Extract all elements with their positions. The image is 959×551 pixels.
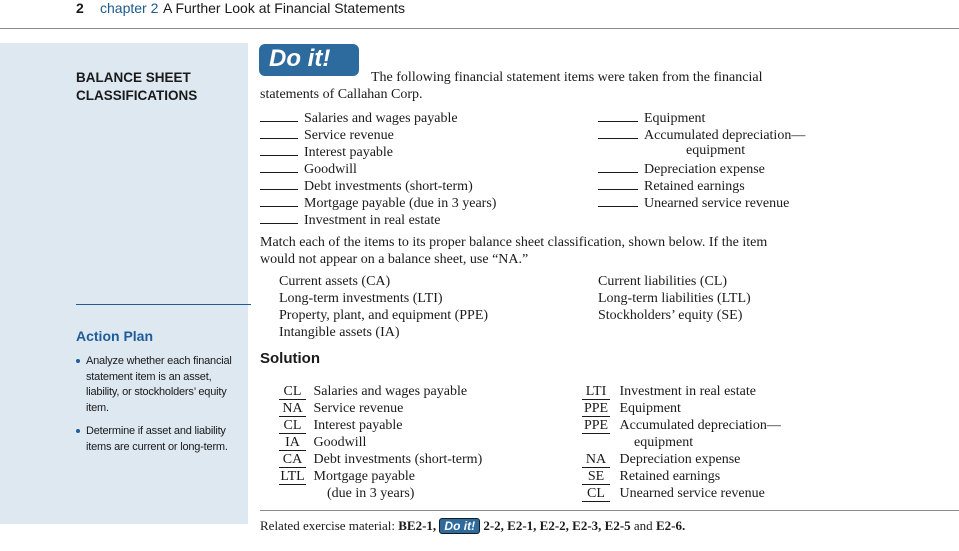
related-and: and [633, 518, 653, 533]
solution-code: PPE [583, 418, 609, 433]
answer-blank [260, 160, 298, 173]
instructions-line1: Match each of the items to its proper balance sheet classification, shown below. If the item [260, 235, 768, 250]
solution-code: CA [279, 453, 306, 468]
action-plan-bullet: Analyze whether each financial statement item is an asset, liability, or stockholders’ equity item. [76, 354, 246, 416]
solution-continuation: equipment [634, 435, 694, 450]
bullet-icon [76, 429, 80, 433]
classification-left: Property, plant, and equipment (PPE) [279, 308, 489, 323]
related-ref-1: BE2-1, [398, 518, 437, 533]
solution-item: Equipment [619, 401, 681, 416]
do-it-badge-text: Do it! [269, 45, 331, 72]
related-exercises [260, 518, 685, 534]
item-right: Retained earnings [598, 177, 745, 195]
solution-code: CL [279, 419, 306, 434]
solution-row [582, 486, 765, 502]
solution-item: Debt investments (short-term) [313, 452, 483, 467]
action-plan-divider [76, 304, 251, 305]
intro-line1: The following financial statement items were taken from the financial [371, 70, 763, 85]
solution-row [279, 418, 403, 434]
answer-blank [598, 177, 638, 190]
classification-right: Stockholders’ equity (SE) [598, 308, 743, 323]
item-left: Mortgage payable (due in 3 years) [260, 194, 496, 212]
answer-blank [598, 160, 638, 173]
solution-item: Service revenue [313, 401, 404, 416]
solution-item: Retained earnings [619, 469, 721, 484]
answer-blank [260, 126, 298, 139]
solution-row [279, 384, 467, 400]
intro-line2: statements of Callahan Corp. [260, 87, 423, 102]
solution-item: Goodwill [313, 435, 367, 450]
item-left: Goodwill [260, 160, 357, 178]
solution-code: LTI [582, 385, 610, 400]
solution-item: Interest payable [313, 418, 403, 433]
solution-row [279, 435, 366, 451]
answer-blank [598, 109, 638, 122]
answer-blank [260, 143, 298, 156]
do-it-mini-badge: Do it! [439, 518, 480, 534]
solution-row [279, 401, 403, 417]
classification-left: Current assets (CA) [279, 274, 391, 289]
solution-row [582, 401, 681, 417]
page-header [0, 0, 959, 26]
solution-code: SE [582, 470, 610, 485]
solution-code: IA [279, 436, 306, 451]
solution-code: NA [279, 402, 306, 417]
instructions-line2: would not appear on a balance sheet, use “NA.” [260, 252, 529, 267]
solution-item: Unearned service revenue [619, 486, 765, 501]
classification-right: Long-term liabilities (LTL) [598, 291, 751, 306]
chapter-label: chapter 2 [100, 0, 159, 16]
page-number: 2 [76, 0, 84, 16]
margin-sidebar [0, 43, 248, 524]
solution-code: NA [582, 453, 610, 468]
solution-item: Investment in real estate [619, 384, 756, 399]
solution-row [279, 452, 482, 468]
solution-row [582, 469, 720, 485]
solution-item: Mortgage payable [313, 469, 415, 484]
section-label-line1: BALANCE SHEET [76, 70, 191, 85]
solution-code: CL [582, 487, 610, 502]
solution-row [582, 418, 781, 434]
item-right: Accumulated depreciation— [598, 126, 805, 144]
answer-blank [598, 194, 638, 207]
section-label [76, 69, 197, 105]
solution-code: CL [279, 385, 306, 400]
action-plan-title: Action Plan [76, 328, 154, 344]
solution-code: LTL [280, 469, 305, 484]
answer-blank [260, 177, 298, 190]
related-ref-3: E2-6. [655, 518, 686, 533]
solution-item: Salaries and wages payable [313, 384, 468, 399]
chapter-title: A Further Look at Financial Statements [163, 0, 406, 16]
solution-row [279, 469, 415, 485]
solution-title: Solution [260, 350, 320, 367]
header-divider [0, 28, 959, 29]
section-label-line2: CLASSIFICATIONS [76, 88, 198, 103]
solution-item: Depreciation expense [619, 452, 741, 467]
item-left: Debt investments (short-term) [260, 177, 473, 195]
item-right-continuation: equipment [686, 143, 746, 158]
related-ref-2: 2-2, E2-1, E2-2, E2-3, E2-5 [483, 518, 631, 533]
item-left: Investment in real estate [260, 211, 440, 229]
item-left: Salaries and wages payable [260, 109, 458, 127]
classification-left: Intangible assets (IA) [279, 325, 400, 340]
classification-right: Current liabilities (CL) [598, 274, 728, 289]
answer-blank [260, 194, 298, 207]
item-right: Unearned service revenue [598, 194, 789, 212]
item-left: Service revenue [260, 126, 394, 144]
item-right: Depreciation expense [598, 160, 765, 178]
footer-divider [260, 510, 959, 511]
answer-blank [260, 109, 298, 122]
solution-continuation: (due in 3 years) [327, 486, 415, 501]
item-right: Equipment [598, 109, 705, 127]
solution-code: PPE [583, 401, 609, 416]
related-label: Related exercise material: [260, 518, 395, 533]
answer-blank [260, 211, 298, 224]
action-plan-bullet: Determine if asset and liability items are current or long-term. [76, 424, 246, 455]
solution-row [582, 384, 756, 400]
bullet-icon [76, 359, 80, 363]
solution-item: Accumulated depreciation— [619, 418, 781, 433]
classification-left: Long-term investments (LTI) [279, 291, 443, 306]
do-it-badge [259, 44, 359, 76]
item-left: Interest payable [260, 143, 393, 161]
solution-row [582, 452, 740, 468]
answer-blank [598, 126, 638, 139]
action-plan-list [76, 354, 246, 463]
